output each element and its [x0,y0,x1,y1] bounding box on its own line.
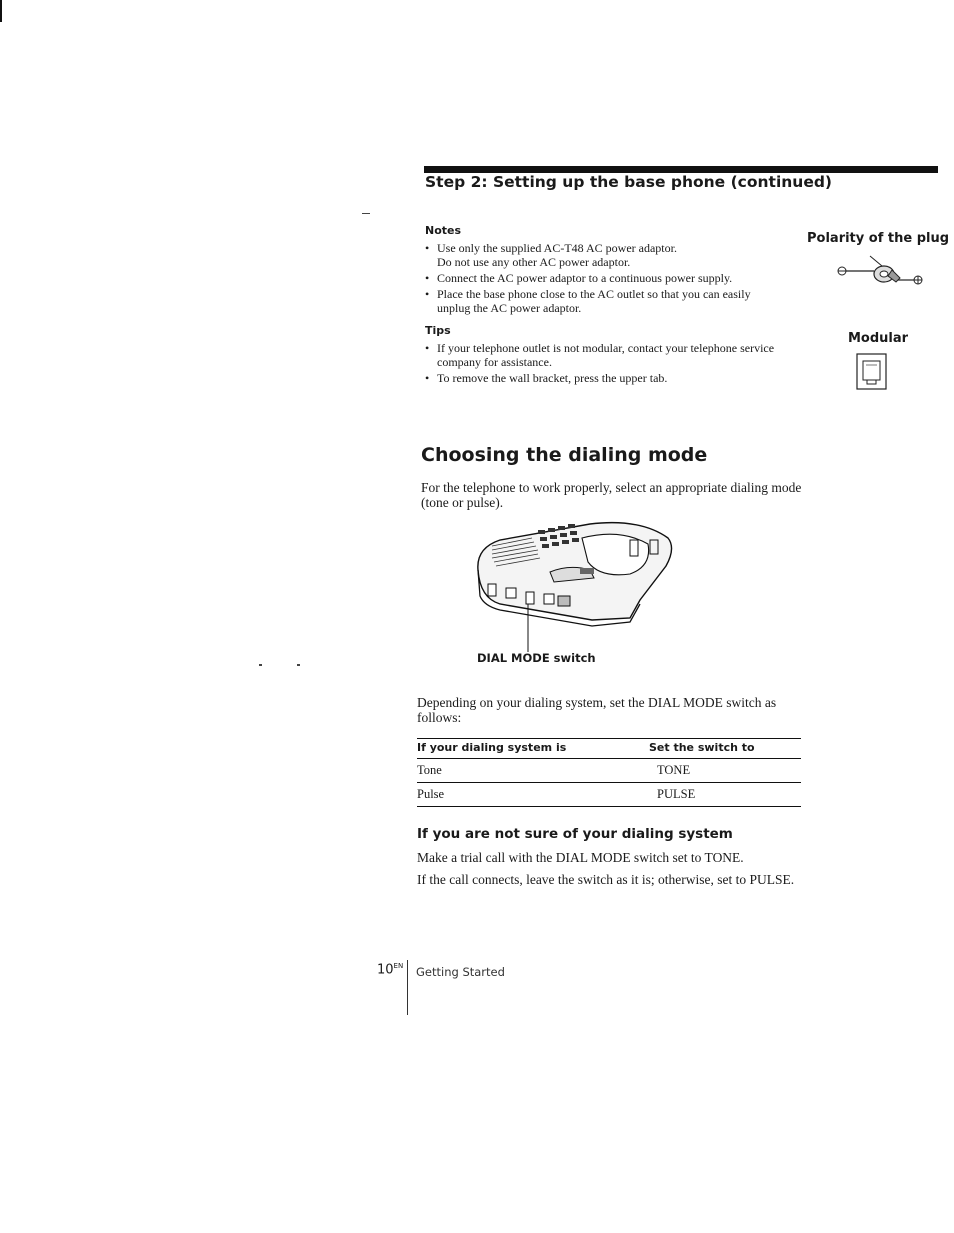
footer-section-name: Getting Started [416,965,505,979]
column-header: Set the switch to [649,739,801,759]
table-header-row [417,739,801,759]
notes-list [425,241,805,317]
tips-item: • If your telephone outlet is not modular, contact your telephone service company for assistance. [425,341,810,369]
notes-heading: Notes [425,224,462,237]
notes-item: • Place the base phone close to the AC outlet so that you can easily unplug the AC power adaptor. [425,287,805,315]
page-number-value: 10 [377,962,394,978]
section-title: Choosing the dialing mode [421,444,708,466]
trial-call-paragraph: Make a trial call with the DIAL MODE switch set to TONE. [417,850,744,865]
modular-label: Modular [848,331,909,346]
connect-paragraph: If the call connects, leave the switch as it is; otherwise, set to PULSE. [417,872,795,887]
depending-paragraph [417,695,817,725]
depending-line: follows: [417,710,462,725]
scan-mark [0,0,2,22]
plug-polarity-diagram [834,252,926,292]
intro-line: (tone or pulse). [421,495,504,510]
modular-jack-icon [856,353,888,391]
tips-list [425,341,810,387]
page-number [377,962,403,977]
table-row [417,759,801,783]
intro-line: For the telephone to work properly, select an appropriate dialing mode [421,480,802,495]
depending-line: Depending on your dialing system, set the DIAL MODE switch as [417,695,777,710]
notes-item: • Use only the supplied AC-T48 AC power adaptor. Do not use any other AC power adaptor. [425,241,805,269]
intro-paragraph [421,480,861,510]
figure-caption: DIAL MODE switch [477,651,596,665]
table-cell: Tone [417,759,649,783]
tips-heading: Tips [425,324,451,337]
base-phone-illustration [470,518,680,653]
tips-item: • To remove the wall bracket, press the upper tab. [425,371,810,385]
scan-mark [362,213,370,214]
subsection-title: If you are not sure of your dialing system [417,826,733,842]
scan-mark [297,664,300,666]
table-cell: PULSE [649,783,801,807]
scan-mark [259,664,262,666]
section-header: Step 2: Setting up the base phone (continued) [425,173,833,191]
page-number-suffix: EN [393,962,404,970]
table-row [417,783,801,807]
dialing-settings-table [417,738,801,807]
polarity-label: Polarity of the plug [807,231,950,246]
section-rule [424,166,938,173]
notes-item: • Connect the AC power adaptor to a continuous power supply. [425,271,805,285]
table-cell: Pulse [417,783,649,807]
column-header: If your dialing system is [417,739,649,759]
footer-divider [407,960,408,1015]
table-cell: TONE [649,759,801,783]
